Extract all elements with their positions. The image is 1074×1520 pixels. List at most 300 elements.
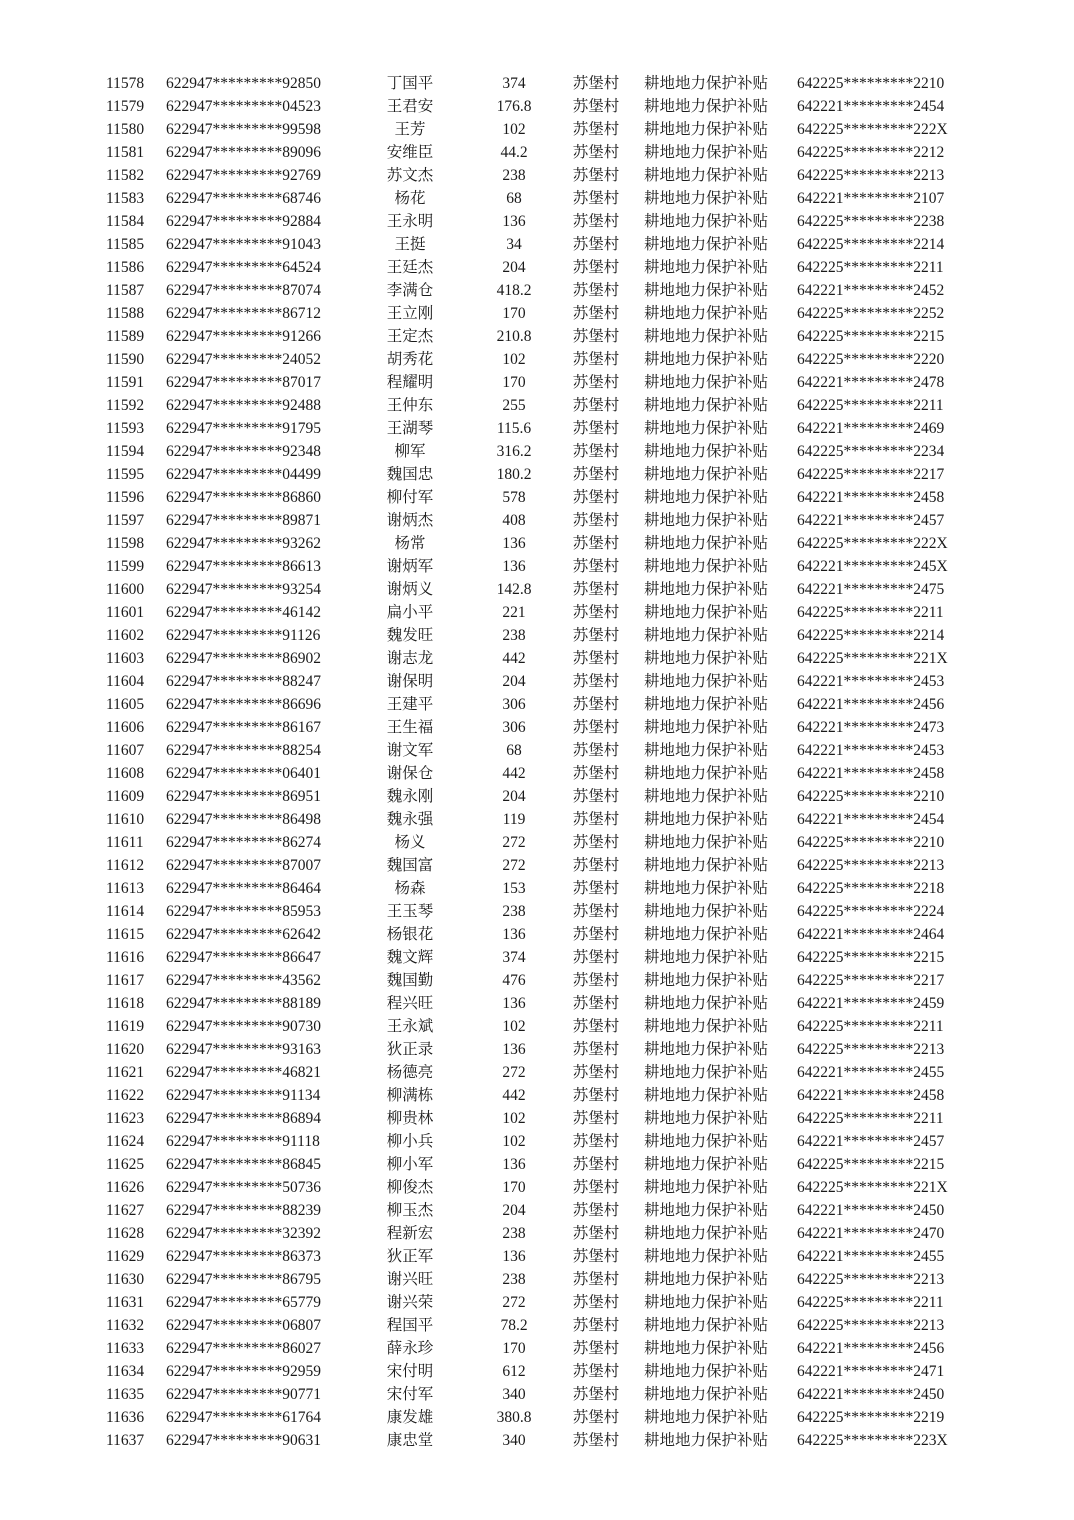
subsidy-type: 耕地地力保护补贴 — [644, 1179, 769, 1196]
account-number: 622947*********86845 — [166, 1156, 321, 1173]
village-name: 苏堡村 — [572, 1432, 620, 1449]
recipient-name: 丁国平 — [386, 75, 434, 92]
row-number: 11625 — [106, 1156, 145, 1173]
account-number: 622947*********91795 — [166, 420, 321, 437]
recipient-name: 魏发旺 — [386, 627, 434, 644]
subsidy-type: 耕地地力保护补贴 — [644, 397, 769, 414]
table-row — [0, 1383, 1074, 1406]
village-name: 苏堡村 — [572, 857, 620, 874]
recipient-name: 杨义 — [394, 834, 426, 851]
account-number: 622947*********46142 — [166, 604, 321, 621]
subsidy-type: 耕地地力保护补贴 — [644, 719, 769, 736]
subsidy-amount: 442 — [502, 765, 526, 782]
table-row — [0, 118, 1074, 141]
row-number: 11605 — [106, 696, 145, 713]
subsidy-type: 耕地地力保护补贴 — [644, 282, 769, 299]
subsidy-type: 耕地地力保护补贴 — [644, 558, 769, 575]
recipient-name: 柳贵林 — [386, 1110, 434, 1127]
table-row — [0, 831, 1074, 854]
subsidy-type: 耕地地力保护补贴 — [644, 1409, 769, 1426]
recipient-name: 谢兴荣 — [386, 1294, 434, 1311]
id-number: 642221*********2454 — [797, 98, 945, 115]
subsidy-amount: 204 — [502, 1202, 526, 1219]
village-name: 苏堡村 — [572, 1271, 620, 1288]
subsidy-type: 耕地地力保护补贴 — [644, 443, 769, 460]
subsidy-amount: 68 — [506, 190, 522, 207]
subsidy-type: 耕地地力保护补贴 — [644, 1340, 769, 1357]
row-number: 11618 — [106, 995, 145, 1012]
subsidy-type: 耕地地力保护补贴 — [644, 1133, 769, 1150]
village-name: 苏堡村 — [572, 1248, 620, 1265]
village-name: 苏堡村 — [572, 673, 620, 690]
village-name: 苏堡村 — [572, 282, 620, 299]
id-number: 642225*********2211 — [797, 1294, 944, 1311]
subsidy-amount: 204 — [502, 788, 526, 805]
recipient-name: 谢文军 — [386, 742, 434, 759]
subsidy-type: 耕地地力保护补贴 — [644, 1202, 769, 1219]
village-name: 苏堡村 — [572, 926, 620, 943]
id-number: 642225*********2218 — [797, 880, 945, 897]
subsidy-type: 耕地地力保护补贴 — [644, 466, 769, 483]
village-name: 苏堡村 — [572, 995, 620, 1012]
subsidy-type: 耕地地力保护补贴 — [644, 604, 769, 621]
row-number: 11604 — [106, 673, 145, 690]
account-number: 622947*********87074 — [166, 282, 321, 299]
id-number: 642225*********2224 — [797, 903, 945, 920]
subsidy-type: 耕地地力保护补贴 — [644, 949, 769, 966]
row-number: 11620 — [106, 1041, 145, 1058]
table-row — [0, 279, 1074, 302]
id-number: 642225*********2210 — [797, 834, 945, 851]
village-name: 苏堡村 — [572, 328, 620, 345]
account-number: 622947*********85953 — [166, 903, 321, 920]
subsidy-type: 耕地地力保护补贴 — [644, 1294, 769, 1311]
subsidy-type: 耕地地力保护补贴 — [644, 236, 769, 253]
recipient-name: 王挺 — [394, 236, 426, 253]
subsidy-type: 耕地地力保护补贴 — [644, 581, 769, 598]
subsidy-type: 耕地地力保护补贴 — [644, 1225, 769, 1242]
account-number: 622947*********91134 — [166, 1087, 321, 1104]
account-number: 622947*********86464 — [166, 880, 321, 897]
village-name: 苏堡村 — [572, 420, 620, 437]
table-row — [0, 946, 1074, 969]
account-number: 622947*********86027 — [166, 1340, 321, 1357]
account-number: 622947*********93262 — [166, 535, 321, 552]
subsidy-type: 耕地地力保护补贴 — [644, 926, 769, 943]
row-number: 11587 — [106, 282, 145, 299]
subsidy-type: 耕地地力保护补贴 — [644, 834, 769, 851]
id-number: 642225*********2210 — [797, 788, 945, 805]
table-row — [0, 1130, 1074, 1153]
table-row — [0, 1222, 1074, 1245]
id-number: 642225*********2215 — [797, 949, 945, 966]
row-number: 11632 — [106, 1317, 145, 1334]
row-number: 11592 — [106, 397, 145, 414]
table-row — [0, 854, 1074, 877]
table-row — [0, 1153, 1074, 1176]
id-number: 642221*********2458 — [797, 765, 945, 782]
row-number: 11629 — [106, 1248, 145, 1265]
account-number: 622947*********91266 — [166, 328, 321, 345]
subsidy-amount: 476 — [502, 972, 526, 989]
recipient-name: 王生福 — [386, 719, 434, 736]
subsidy-amount: 170 — [502, 374, 526, 391]
id-number: 642225*********2211 — [797, 259, 944, 276]
account-number: 622947*********88254 — [166, 742, 321, 759]
table-row — [0, 141, 1074, 164]
subsidy-type: 耕地地力保护补贴 — [644, 1110, 769, 1127]
row-number: 11588 — [106, 305, 145, 322]
subsidy-amount: 374 — [502, 75, 526, 92]
recipient-name: 王湖琴 — [386, 420, 434, 437]
table-row — [0, 716, 1074, 739]
table-row — [0, 463, 1074, 486]
recipient-name: 谢保仓 — [386, 765, 434, 782]
recipient-name: 李满仓 — [386, 282, 434, 299]
id-number: 642225*********2211 — [797, 1018, 944, 1035]
village-name: 苏堡村 — [572, 788, 620, 805]
id-number: 642221*********2464 — [797, 926, 945, 943]
id-number: 642225*********223X — [797, 1432, 948, 1449]
account-number: 622947*********93163 — [166, 1041, 321, 1058]
village-name: 苏堡村 — [572, 75, 620, 92]
subsidy-amount: 374 — [502, 949, 526, 966]
subsidy-amount: 136 — [502, 1041, 526, 1058]
account-number: 622947*********91043 — [166, 236, 321, 253]
subsidy-type: 耕地地力保护补贴 — [644, 144, 769, 161]
subsidy-amount: 136 — [502, 558, 526, 575]
recipient-name: 柳军 — [394, 443, 426, 460]
table-row — [0, 1245, 1074, 1268]
subsidy-amount: 272 — [502, 834, 526, 851]
id-number: 642221*********2478 — [797, 374, 945, 391]
recipient-name: 魏永强 — [386, 811, 434, 828]
recipient-name: 康发雄 — [386, 1409, 434, 1426]
village-name: 苏堡村 — [572, 972, 620, 989]
subsidy-type: 耕地地力保护补贴 — [644, 75, 769, 92]
table-row — [0, 394, 1074, 417]
table-row — [0, 670, 1074, 693]
subsidy-type: 耕地地力保护补贴 — [644, 1317, 769, 1334]
subsidy-amount: 119 — [502, 811, 526, 828]
row-number: 11611 — [106, 834, 144, 851]
subsidy-amount: 102 — [502, 1133, 526, 1150]
village-name: 苏堡村 — [572, 443, 620, 460]
recipient-name: 宋付军 — [386, 1386, 434, 1403]
row-number: 11601 — [106, 604, 145, 621]
village-name: 苏堡村 — [572, 1087, 620, 1104]
subsidy-amount: 34 — [506, 236, 522, 253]
subsidy-amount: 442 — [502, 1087, 526, 1104]
village-name: 苏堡村 — [572, 1225, 620, 1242]
id-number: 642225*********2219 — [797, 1409, 945, 1426]
subsidy-amount: 442 — [502, 650, 526, 667]
account-number: 622947*********99598 — [166, 121, 321, 138]
subsidy-amount: 102 — [502, 1018, 526, 1035]
recipient-name: 谢炳义 — [386, 581, 434, 598]
table-row — [0, 1176, 1074, 1199]
recipient-name: 王建平 — [386, 696, 434, 713]
row-number: 11607 — [106, 742, 145, 759]
id-number: 642225*********2214 — [797, 627, 945, 644]
row-number: 11631 — [106, 1294, 145, 1311]
id-number: 642225*********221X — [797, 650, 948, 667]
subsidy-type: 耕地地力保护补贴 — [644, 673, 769, 690]
account-number: 622947*********24052 — [166, 351, 321, 368]
recipient-name: 程耀明 — [386, 374, 434, 391]
row-number: 11597 — [106, 512, 145, 529]
account-number: 622947*********64524 — [166, 259, 321, 276]
id-number: 642221*********2452 — [797, 282, 945, 299]
recipient-name: 柳满栋 — [386, 1087, 434, 1104]
account-number: 622947*********86712 — [166, 305, 321, 322]
table-row — [0, 1061, 1074, 1084]
account-number: 622947*********92488 — [166, 397, 321, 414]
row-number: 11636 — [106, 1409, 145, 1426]
subsidy-amount: 180.2 — [496, 466, 532, 483]
row-number: 11635 — [106, 1386, 145, 1403]
subsidy-type: 耕地地力保护补贴 — [644, 1432, 769, 1449]
row-number: 11633 — [106, 1340, 145, 1357]
row-number: 11634 — [106, 1363, 145, 1380]
account-number: 622947*********50736 — [166, 1179, 321, 1196]
table-row — [0, 486, 1074, 509]
table-row — [0, 371, 1074, 394]
village-name: 苏堡村 — [572, 1018, 620, 1035]
id-number: 642221*********2457 — [797, 512, 945, 529]
account-number: 622947*********86951 — [166, 788, 321, 805]
row-number: 11624 — [106, 1133, 145, 1150]
table-row — [0, 95, 1074, 118]
village-name: 苏堡村 — [572, 742, 620, 759]
recipient-name: 柳俊杰 — [386, 1179, 434, 1196]
subsidy-amount: 153 — [502, 880, 526, 897]
account-number: 622947*********87017 — [166, 374, 321, 391]
subsidy-amount: 102 — [502, 121, 526, 138]
row-number: 11630 — [106, 1271, 145, 1288]
subsidy-type: 耕地地力保护补贴 — [644, 1064, 769, 1081]
id-number: 642225*********2213 — [797, 857, 945, 874]
recipient-name: 谢兴旺 — [386, 1271, 434, 1288]
recipient-name: 安维臣 — [386, 144, 434, 161]
table-row — [0, 900, 1074, 923]
village-name: 苏堡村 — [572, 834, 620, 851]
row-number: 11600 — [106, 581, 145, 598]
id-number: 642221*********2456 — [797, 696, 945, 713]
village-name: 苏堡村 — [572, 1179, 620, 1196]
account-number: 622947*********86498 — [166, 811, 321, 828]
subsidy-amount: 238 — [502, 1225, 526, 1242]
table-row — [0, 555, 1074, 578]
recipient-name: 谢炳杰 — [386, 512, 434, 529]
id-number: 642221*********2455 — [797, 1064, 945, 1081]
subsidy-type: 耕地地力保护补贴 — [644, 1156, 769, 1173]
recipient-name: 杨常 — [394, 535, 426, 552]
id-number: 642221*********2473 — [797, 719, 945, 736]
table-row — [0, 417, 1074, 440]
account-number: 622947*********43562 — [166, 972, 321, 989]
subsidy-amount: 142.8 — [496, 581, 532, 598]
id-number: 642221*********2453 — [797, 742, 945, 759]
table-row — [0, 1406, 1074, 1429]
subsidy-amount: 380.8 — [496, 1409, 532, 1426]
table-row — [0, 302, 1074, 325]
row-number: 11628 — [106, 1225, 145, 1242]
row-number: 11637 — [106, 1432, 145, 1449]
recipient-name: 柳小军 — [386, 1156, 434, 1173]
recipient-name: 王芳 — [394, 121, 426, 138]
village-name: 苏堡村 — [572, 1363, 620, 1380]
village-name: 苏堡村 — [572, 604, 620, 621]
id-number: 642225*********2234 — [797, 443, 945, 460]
account-number: 622947*********86167 — [166, 719, 321, 736]
subsidy-amount: 238 — [502, 627, 526, 644]
id-number: 642225*********2215 — [797, 1156, 945, 1173]
id-number: 642225*********2211 — [797, 604, 944, 621]
table-row — [0, 1268, 1074, 1291]
recipient-name: 柳付军 — [386, 489, 434, 506]
table-row — [0, 72, 1074, 95]
table-row — [0, 440, 1074, 463]
recipient-name: 狄正录 — [386, 1041, 434, 1058]
id-number: 642221*********2107 — [797, 190, 945, 207]
row-number: 11610 — [106, 811, 145, 828]
table-row — [0, 325, 1074, 348]
account-number: 622947*********68746 — [166, 190, 321, 207]
row-number: 11599 — [106, 558, 145, 575]
subsidy-type: 耕地地力保护补贴 — [644, 190, 769, 207]
village-name: 苏堡村 — [572, 1064, 620, 1081]
subsidy-type: 耕地地力保护补贴 — [644, 1363, 769, 1380]
subsidy-amount: 221 — [502, 604, 526, 621]
subsidy-type: 耕地地力保护补贴 — [644, 259, 769, 276]
village-name: 苏堡村 — [572, 1041, 620, 1058]
row-number: 11583 — [106, 190, 145, 207]
row-number: 11581 — [106, 144, 145, 161]
village-name: 苏堡村 — [572, 190, 620, 207]
recipient-name: 谢保明 — [386, 673, 434, 690]
id-number: 642225*********222X — [797, 535, 948, 552]
id-number: 642225*********2213 — [797, 1317, 945, 1334]
village-name: 苏堡村 — [572, 489, 620, 506]
recipient-name: 程国平 — [386, 1317, 434, 1334]
village-name: 苏堡村 — [572, 1110, 620, 1127]
account-number: 622947*********86373 — [166, 1248, 321, 1265]
subsidy-type: 耕地地力保护补贴 — [644, 811, 769, 828]
id-number: 642225*********2213 — [797, 1271, 945, 1288]
account-number: 622947*********88247 — [166, 673, 321, 690]
recipient-name: 魏国勤 — [386, 972, 434, 989]
table-row — [0, 1084, 1074, 1107]
village-name: 苏堡村 — [572, 535, 620, 552]
row-number: 11578 — [106, 75, 145, 92]
account-number: 622947*********90730 — [166, 1018, 321, 1035]
subsidy-amount: 272 — [502, 1064, 526, 1081]
row-number: 11616 — [106, 949, 145, 966]
subsidy-type: 耕地地力保护补贴 — [644, 305, 769, 322]
row-number: 11627 — [106, 1202, 145, 1219]
recipient-name: 魏文辉 — [386, 949, 434, 966]
recipient-name: 杨德亮 — [386, 1064, 434, 1081]
subsidy-amount: 612 — [502, 1363, 526, 1380]
recipient-name: 谢炳军 — [386, 558, 434, 575]
row-number: 11595 — [106, 466, 145, 483]
table-row — [0, 992, 1074, 1015]
id-number: 642225*********2214 — [797, 236, 945, 253]
recipient-name: 王立刚 — [386, 305, 434, 322]
village-name: 苏堡村 — [572, 466, 620, 483]
row-number: 11579 — [106, 98, 145, 115]
subsidy-type: 耕地地力保护补贴 — [644, 121, 769, 138]
id-number: 642225*********2212 — [797, 144, 945, 161]
recipient-name: 王仲东 — [386, 397, 434, 414]
row-number: 11590 — [106, 351, 145, 368]
id-number: 642225*********2238 — [797, 213, 945, 230]
table-row — [0, 210, 1074, 233]
row-number: 11622 — [106, 1087, 145, 1104]
id-number: 642225*********2213 — [797, 1041, 945, 1058]
subsidy-type: 耕地地力保护补贴 — [644, 1018, 769, 1035]
recipient-name: 杨花 — [394, 190, 426, 207]
account-number: 622947*********90631 — [166, 1432, 321, 1449]
table-row — [0, 1199, 1074, 1222]
table-row — [0, 1038, 1074, 1061]
id-number: 642221*********2459 — [797, 995, 945, 1012]
account-number: 622947*********04499 — [166, 466, 321, 483]
subsidy-amount: 578 — [502, 489, 526, 506]
row-number: 11626 — [106, 1179, 145, 1196]
id-number: 642221*********2450 — [797, 1202, 945, 1219]
subsidy-amount: 238 — [502, 1271, 526, 1288]
recipient-name: 王廷杰 — [386, 259, 434, 276]
account-number: 622947*********91126 — [166, 627, 321, 644]
account-number: 622947*********89871 — [166, 512, 321, 529]
subsidy-amount: 204 — [502, 673, 526, 690]
village-name: 苏堡村 — [572, 650, 620, 667]
subsidy-amount: 44.2 — [500, 144, 528, 161]
recipient-name: 魏国忠 — [386, 466, 434, 483]
recipient-name: 魏永刚 — [386, 788, 434, 805]
row-number: 11612 — [106, 857, 145, 874]
row-number: 11586 — [106, 259, 145, 276]
id-number: 642221*********2471 — [797, 1363, 945, 1380]
id-number: 642221*********245X — [797, 558, 948, 575]
village-name: 苏堡村 — [572, 213, 620, 230]
subsidy-amount: 340 — [502, 1386, 526, 1403]
village-name: 苏堡村 — [572, 558, 620, 575]
table-row — [0, 1107, 1074, 1130]
village-name: 苏堡村 — [572, 1340, 620, 1357]
subsidy-amount: 68 — [506, 742, 522, 759]
village-name: 苏堡村 — [572, 1133, 620, 1150]
village-name: 苏堡村 — [572, 949, 620, 966]
id-number: 642225*********2213 — [797, 167, 945, 184]
recipient-name: 魏国富 — [386, 857, 434, 874]
account-number: 622947*********92850 — [166, 75, 321, 92]
subsidy-amount: 306 — [502, 696, 526, 713]
row-number: 11602 — [106, 627, 145, 644]
village-name: 苏堡村 — [572, 765, 620, 782]
subsidy-amount: 210.8 — [496, 328, 532, 345]
village-name: 苏堡村 — [572, 627, 620, 644]
account-number: 622947*********92769 — [166, 167, 321, 184]
subsidy-type: 耕地地力保护补贴 — [644, 650, 769, 667]
table-row — [0, 509, 1074, 532]
account-number: 622947*********65779 — [166, 1294, 321, 1311]
row-number: 11608 — [106, 765, 145, 782]
account-number: 622947*********86274 — [166, 834, 321, 851]
subsidy-type: 耕地地力保护补贴 — [644, 972, 769, 989]
